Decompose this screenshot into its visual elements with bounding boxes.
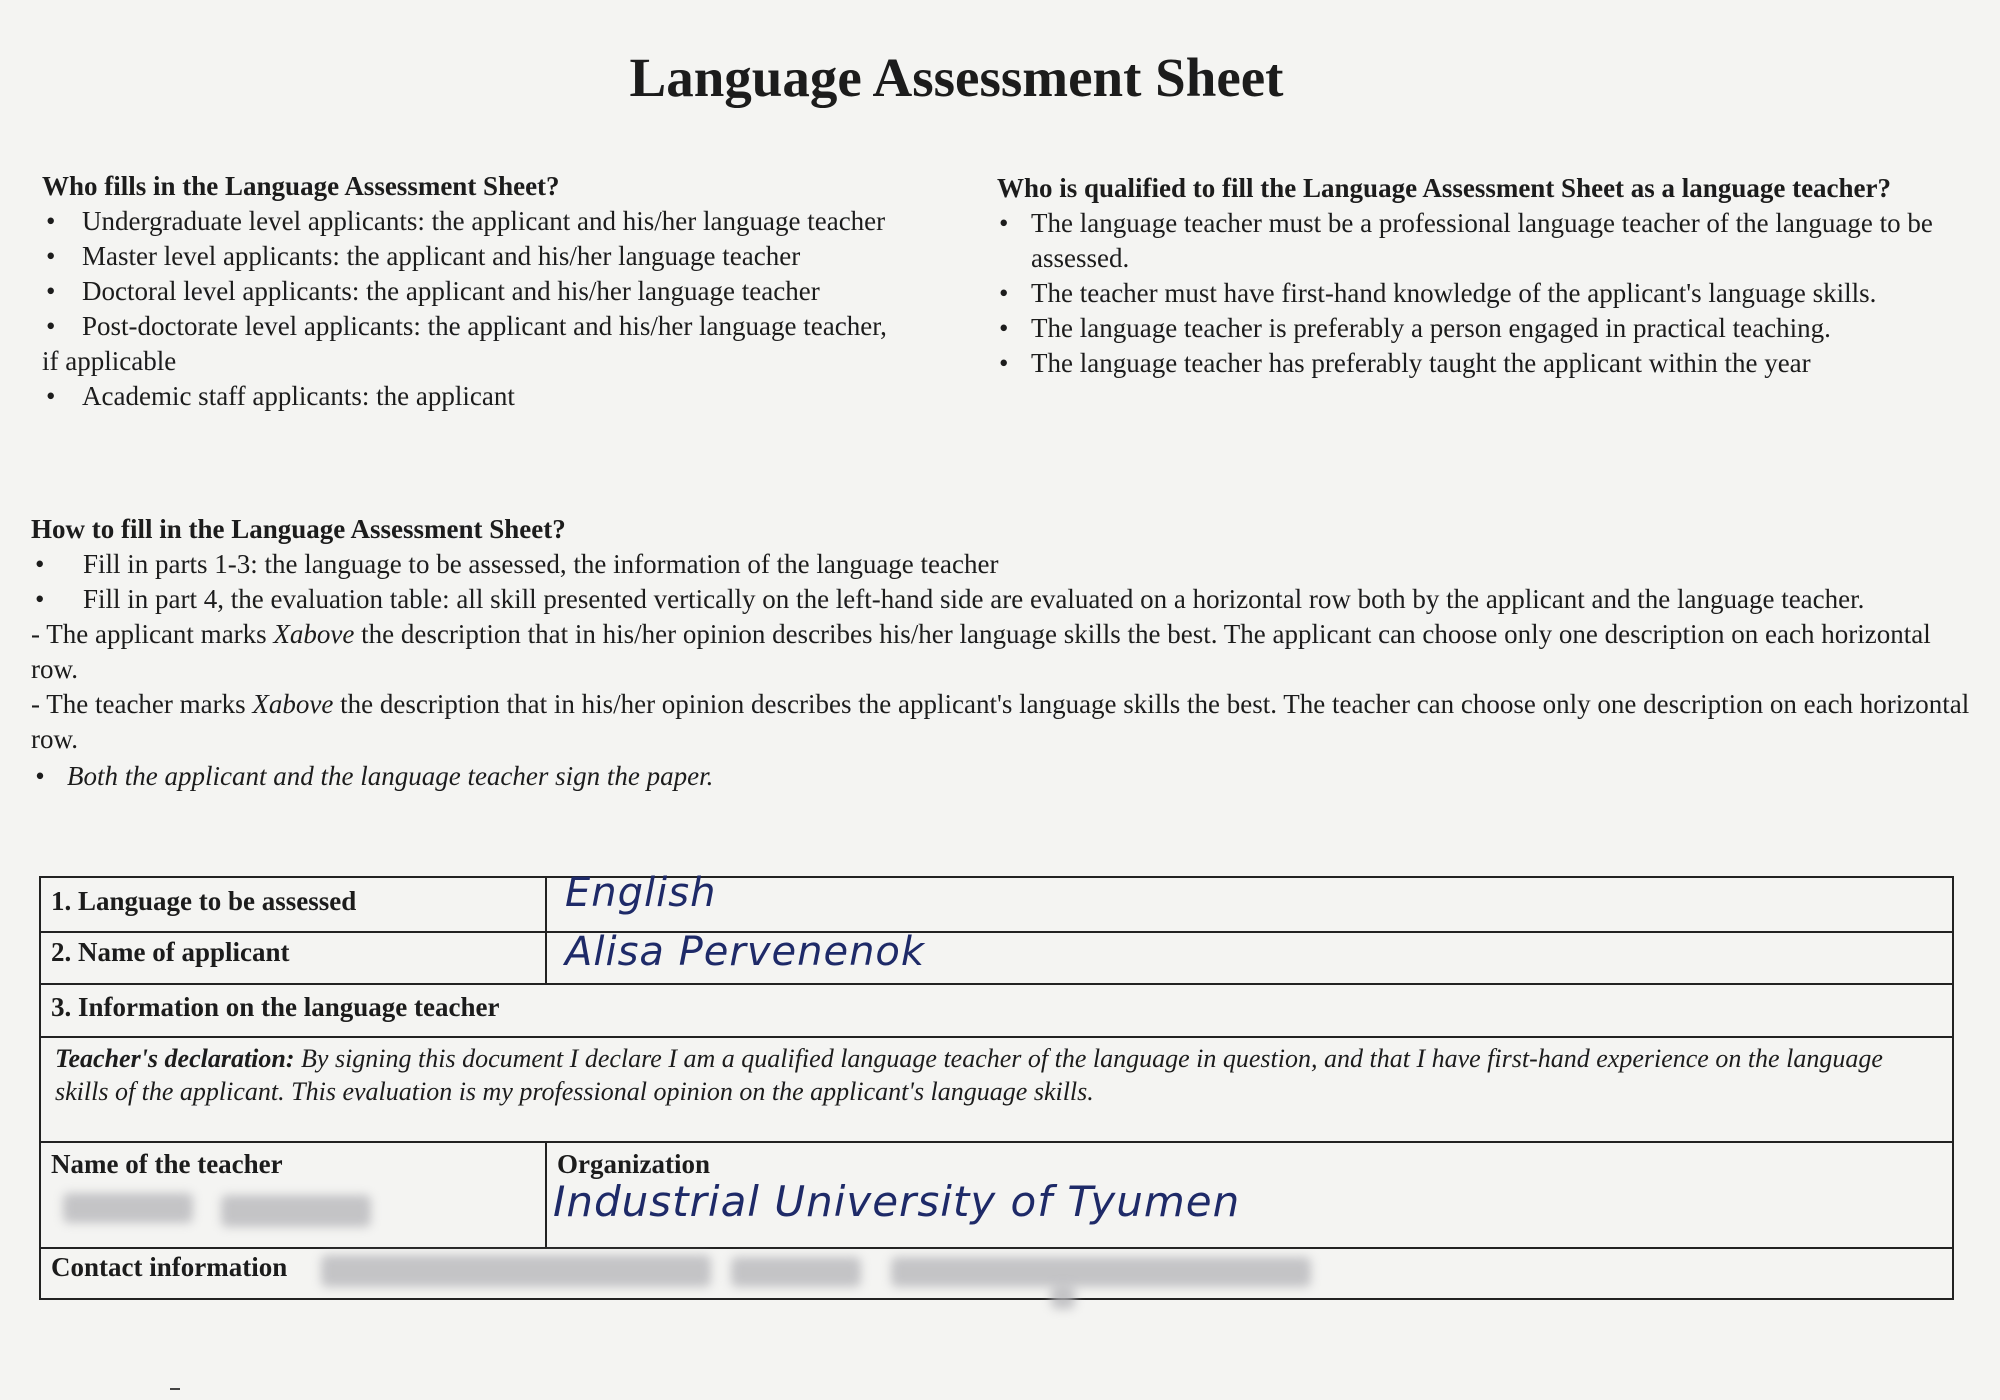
list-item: • The language teacher is preferably a person engaged in practical teaching. [997, 311, 1967, 346]
organization-label: Organization [557, 1149, 710, 1179]
language-label: 1. Language to be assessed [51, 886, 357, 916]
teacher-declaration: Teacher's declaration: By signing this document I declare I am a qualified language teacher of the language in question, and that I have first-hand experience on the language skills of the applicant. This evaluation is my professional opinion on the applicant's language skills. [55, 1044, 1883, 1106]
teacher-info-label: 3. Information on the language teacher [51, 992, 500, 1022]
declaration-row [41, 1038, 1952, 1143]
language-field[interactable] [547, 870, 1952, 931]
list-item: • Undergraduate level applicants: the applicant and his/her language teacher [42, 204, 992, 239]
applicant-label: 2. Name of applicant [51, 937, 290, 967]
stray-mark [170, 1388, 180, 1390]
teacher-instruction: - The teacher marks Xabove the description that in his/her opinion describes the applicant's language skills the best. The teacher can choose only one description on each horizontal row. [31, 689, 1970, 754]
who-fills-heading: Who fills in the Language Assessment Sheet? [42, 171, 560, 201]
redacted-email [891, 1257, 1311, 1287]
applicant-value: Alisa Pervenenok [565, 929, 926, 975]
list-item: • Academic staff applicants: the applicant [42, 379, 992, 414]
who-qualified-heading: Who is qualified to fill the Language Assessment Sheet as a language teacher? [997, 173, 1892, 203]
how-to-section [31, 512, 1981, 794]
who-qualified-section [997, 170, 1967, 381]
teacher-name-field[interactable] [41, 1143, 547, 1247]
who-fills-list [42, 204, 992, 414]
contact-row[interactable] [41, 1249, 1952, 1298]
organization-value: Industrial University of Tyumen [553, 1177, 1241, 1226]
list-item: • Fill in parts 1-3: the language to be assessed, the information of the language teacher [31, 547, 1981, 582]
redacted-contact-word [731, 1257, 861, 1287]
applicant-field[interactable] [547, 929, 1952, 983]
sign-note-list [31, 759, 1981, 794]
applicant-row [41, 929, 1952, 985]
list-item: • Master level applicants: the applicant and his/her language teacher [42, 239, 992, 274]
list-item: • The language teacher has preferably taught the applicant within the year [997, 346, 1967, 381]
redacted-last-name [221, 1195, 371, 1227]
how-to-list [31, 547, 1981, 617]
contact-label: Contact information [51, 1252, 288, 1282]
page-title: Language Assessment Sheet [629, 47, 1284, 108]
who-fills-section [42, 168, 992, 414]
how-to-heading: How to fill in the Language Assessment Sheet? [31, 514, 566, 544]
teacher-info-form [39, 870, 1954, 1300]
redacted-first-name [63, 1193, 193, 1223]
list-item: • Doctoral level applicants: the applicant and his/her language teacher [42, 274, 992, 309]
sign-note: • Both the applicant and the language teacher sign the paper. [31, 759, 1981, 794]
redacted-mark [1051, 1285, 1075, 1309]
applicant-instruction: - The applicant marks Xabove the description that in his/her opinion describes his/her language skills the best. The applicant can choose only one description on each horizontal row. [31, 619, 1931, 684]
language-row [41, 870, 1952, 933]
list-item: • The teacher must have first-hand knowledge of the applicant's language skills. [997, 276, 1967, 311]
list-item: • Fill in part 4, the evaluation table: all skill presented vertically on the left-hand side are evaluated on a horizontal row both by the applicant and the language teacher. [31, 582, 1981, 617]
redacted-phone [321, 1255, 711, 1287]
language-value: English [565, 870, 717, 916]
who-qualified-list [997, 206, 1967, 381]
list-item-wrap: if applicable [42, 346, 177, 376]
list-item: • Post-doctorate level applicants: the applicant and his/her language teacher, if applicable [42, 309, 992, 379]
list-item: • The language teacher must be a professional language teacher of the language to be assessed. [997, 206, 1967, 276]
organization-field[interactable] [547, 1143, 1952, 1247]
teacher-org-row [41, 1143, 1952, 1249]
teacher-info-row [41, 985, 1952, 1038]
teacher-name-label: Name of the teacher [51, 1149, 283, 1179]
